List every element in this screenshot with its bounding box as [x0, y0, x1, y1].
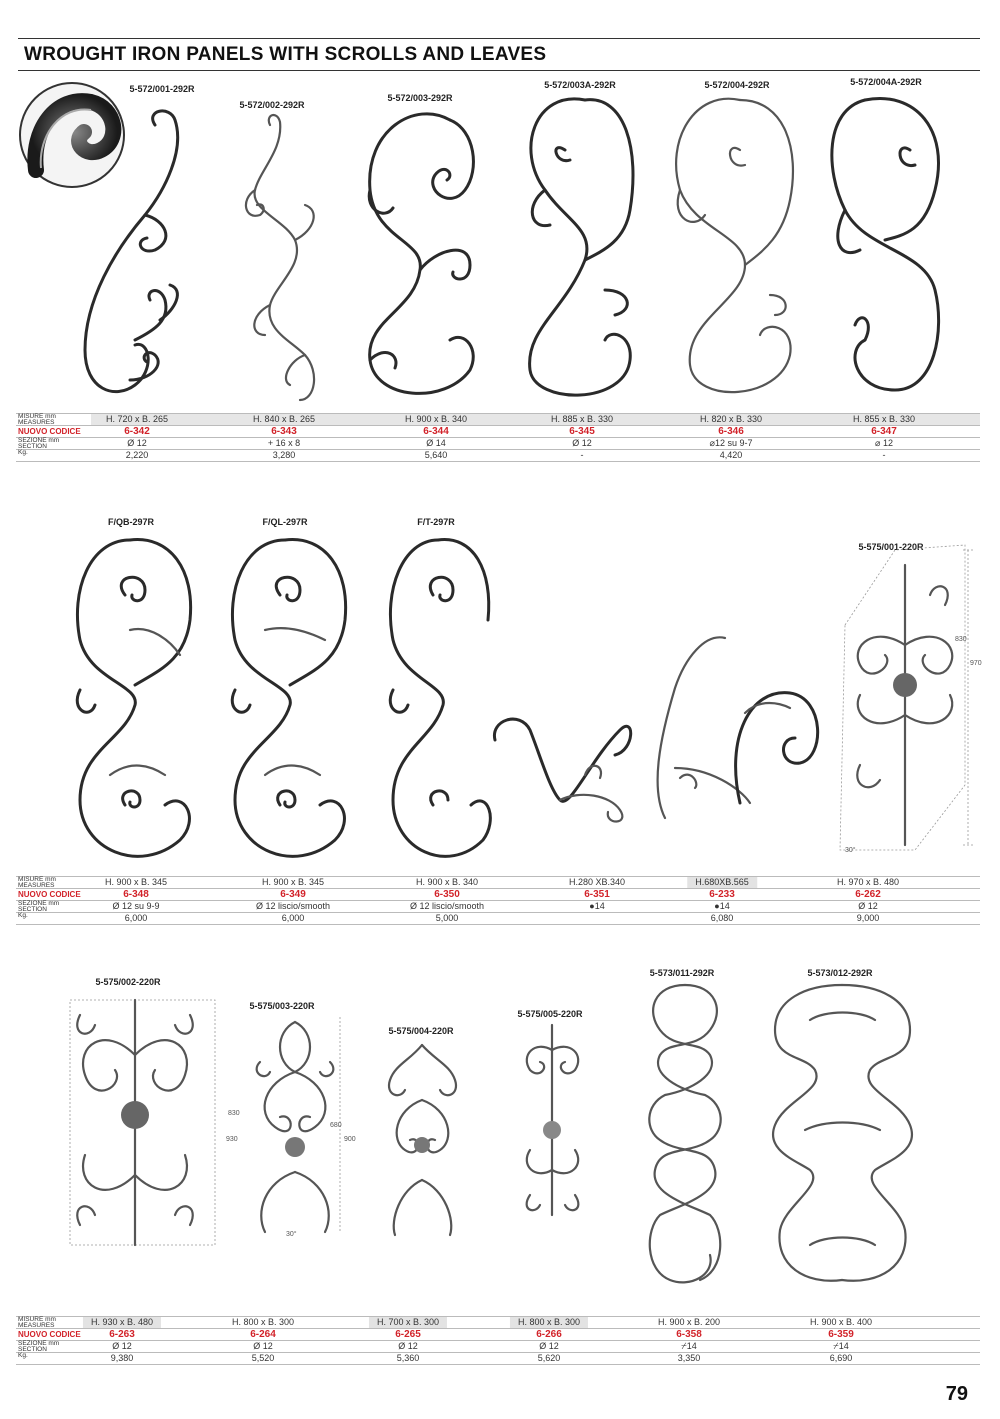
row-label-section: SEZIONE mm SECTION [18, 437, 60, 450]
row-label-measures: MISURE mm MEASURES [18, 876, 56, 889]
product-ref: 5-572/004A-292R [850, 77, 922, 87]
kg-cell: 3,350 [677, 1353, 701, 1363]
product-ref: F/QL-297R [262, 517, 308, 527]
measure-cell: H. 900 x B. 400 [809, 1317, 873, 1327]
kg-cell: 6,000 [124, 913, 148, 923]
panel-illustration [665, 90, 805, 405]
panel-illustration [765, 980, 920, 1290]
code-cell: 6-264 [250, 1329, 276, 1340]
product-ref: 5-575/004-220R [388, 1026, 454, 1036]
section-cell: ⌀ 12 [875, 438, 893, 448]
measure-cell: H. 840 x B. 265 [252, 414, 316, 424]
measure-cell: H. 970 x B. 480 [836, 877, 900, 887]
panel-illustration [835, 545, 980, 850]
kg-cell: 5,000 [435, 913, 459, 923]
row-label-code: NUOVO CODICE [18, 427, 81, 436]
panel-illustration [225, 530, 355, 870]
kg-cell: 3,280 [272, 450, 296, 460]
measure-cell: H. 855 x B. 330 [852, 414, 916, 424]
section-cell: Ø 12 liscio/smooth [409, 901, 485, 911]
code-cell: 6-344 [423, 426, 449, 437]
product-ref: 5-573/012-292R [807, 968, 873, 978]
section-cell: ⌿14 [833, 1341, 849, 1351]
section-cell: Ø 12 [539, 1341, 559, 1351]
page-number: 79 [945, 1383, 968, 1405]
product-ref: 5-575/002-220R [95, 977, 161, 987]
kg-cell: 5,360 [396, 1353, 420, 1363]
row-label-measures: MISURE mm MEASURES [18, 413, 56, 426]
kg-cell: - [580, 450, 584, 460]
kg-cell: 6,080 [710, 913, 734, 923]
row-label-measures: MISURE mm MEASURES [18, 1316, 56, 1329]
row-label-section: SEZIONE mm SECTION [18, 1340, 60, 1353]
section-cell: Ø 12 liscio/smooth [255, 901, 331, 911]
kg-cell: 5,520 [251, 1353, 275, 1363]
measure-cell: H. 820 x B. 330 [699, 414, 763, 424]
spec-table [16, 876, 980, 925]
row-label-kg: Kg. [18, 912, 28, 919]
section-cell: ●14 [589, 901, 605, 911]
product-ref: 5-572/004-292R [704, 80, 770, 90]
code-cell: 6-359 [828, 1329, 854, 1340]
product-ref: 5-572/003-292R [387, 93, 453, 103]
row-label-code: NUOVO CODICE [18, 1330, 81, 1339]
spec-table [16, 1316, 980, 1365]
dimension-label: 900 [344, 1136, 356, 1143]
dimension-label: 970 [970, 660, 982, 667]
dimension-label: 680 [330, 1122, 342, 1129]
measure-cell: H. 930 x B. 480 [83, 1317, 161, 1328]
section-cell: ⌿14 [681, 1341, 697, 1351]
measure-cell: H. 900 x B. 345 [261, 877, 325, 887]
panel-illustration [70, 530, 200, 870]
kg-cell: 5,640 [424, 450, 448, 460]
panel-illustration [383, 530, 498, 870]
section-cell: Ø 12 [398, 1341, 418, 1351]
dimension-label: 30° [286, 1231, 297, 1238]
panel-illustration [490, 700, 640, 830]
spec-table [16, 413, 980, 462]
code-cell: 6-351 [584, 889, 610, 900]
product-ref: 5-575/001-220R [858, 542, 924, 552]
code-cell: 6-350 [434, 889, 460, 900]
panel-illustration [515, 1020, 590, 1220]
panel-illustration [650, 618, 830, 833]
dimension-label: 930 [226, 1136, 238, 1143]
row-label-code: NUOVO CODICE [18, 890, 81, 899]
kg-cell: 6,000 [281, 913, 305, 923]
product-ref: 5-572/001-292R [129, 84, 195, 94]
dimension-label: 830 [955, 636, 967, 643]
section-cell: Ø 14 [426, 438, 446, 448]
product-ref: 5-575/003-220R [249, 1001, 315, 1011]
code-cell: 6-266 [536, 1329, 562, 1340]
panel-illustration [515, 90, 645, 405]
code-cell: 6-263 [109, 1329, 135, 1340]
section-cell: Ø 12 su 9-9 [112, 901, 160, 911]
measure-cell: H. 720 x B. 265 [105, 414, 169, 424]
code-cell: 6-347 [871, 426, 897, 437]
measure-cell: H. 900 x B. 340 [415, 877, 479, 887]
panel-illustration [640, 980, 730, 1290]
panel-illustration [65, 995, 225, 1250]
panel-illustration [825, 90, 955, 405]
code-cell: 6-342 [124, 426, 150, 437]
code-cell: 6-348 [123, 889, 149, 900]
code-cell: 6-358 [676, 1329, 702, 1340]
title-rule [18, 70, 980, 71]
code-cell: 6-345 [569, 426, 595, 437]
measure-cell: H.680XB.565 [687, 877, 757, 888]
product-ref: F/QB-297R [107, 517, 155, 527]
row-label-kg: Kg. [18, 1352, 28, 1359]
kg-cell: 6,690 [829, 1353, 853, 1363]
code-cell: 6-346 [718, 426, 744, 437]
panel-illustration [75, 100, 200, 405]
code-cell: 6-265 [395, 1329, 421, 1340]
code-cell: 6-343 [271, 426, 297, 437]
row-label-kg: Kg. [18, 449, 28, 456]
code-cell: 6-233 [709, 889, 735, 900]
measure-cell: H. 900 x B. 200 [657, 1317, 721, 1327]
measure-cell: H. 700 x B. 300 [369, 1317, 447, 1328]
product-ref: 5-575/005-220R [517, 1009, 583, 1019]
measure-cell: H. 800 x B. 300 [231, 1317, 295, 1327]
kg-cell: 9,380 [110, 1353, 134, 1363]
product-ref: F/T-297R [417, 517, 455, 527]
product-ref: 5-573/011-292R [649, 968, 715, 978]
section-cell: ⌀12 su 9-7 [709, 438, 753, 448]
dimension-label: 830 [228, 1110, 240, 1117]
code-cell: 6-349 [280, 889, 306, 900]
top-rule [18, 38, 980, 39]
measure-cell: H.280 XB.340 [568, 877, 626, 887]
kg-cell: 9,000 [856, 913, 880, 923]
section-cell: Ø 12 [858, 901, 878, 911]
section-cell: Ø 12 [127, 438, 147, 448]
section-cell: ●14 [714, 901, 730, 911]
section-cell: Ø 12 [572, 438, 592, 448]
measure-cell: H. 800 x B. 300 [510, 1317, 588, 1328]
code-cell: 6-262 [855, 889, 881, 900]
panel-illustration [355, 100, 485, 405]
measure-cell: H. 900 x B. 345 [104, 877, 168, 887]
dimension-label: 30° [845, 847, 856, 854]
measure-cell: H. 900 x B. 340 [404, 414, 468, 424]
kg-cell: 5,620 [537, 1353, 561, 1363]
kg-cell: 2,220 [125, 450, 149, 460]
product-ref: 5-572/003A-292R [544, 80, 616, 90]
section-cell: Ø 12 [112, 1341, 132, 1351]
panel-illustration [235, 110, 330, 405]
measure-cell: H. 885 x B. 330 [550, 414, 614, 424]
product-ref: 5-572/002-292R [239, 100, 305, 110]
kg-cell: 4,420 [719, 450, 743, 460]
section-cell: + 16 x 8 [267, 438, 301, 448]
page-title: WROUGHT IRON PANELS WITH SCROLLS AND LEAVES [24, 44, 547, 65]
panel-illustration [380, 1040, 465, 1240]
section-cell: Ø 12 [253, 1341, 273, 1351]
kg-cell: - [882, 450, 886, 460]
row-label-section: SEZIONE mm SECTION [18, 900, 60, 913]
